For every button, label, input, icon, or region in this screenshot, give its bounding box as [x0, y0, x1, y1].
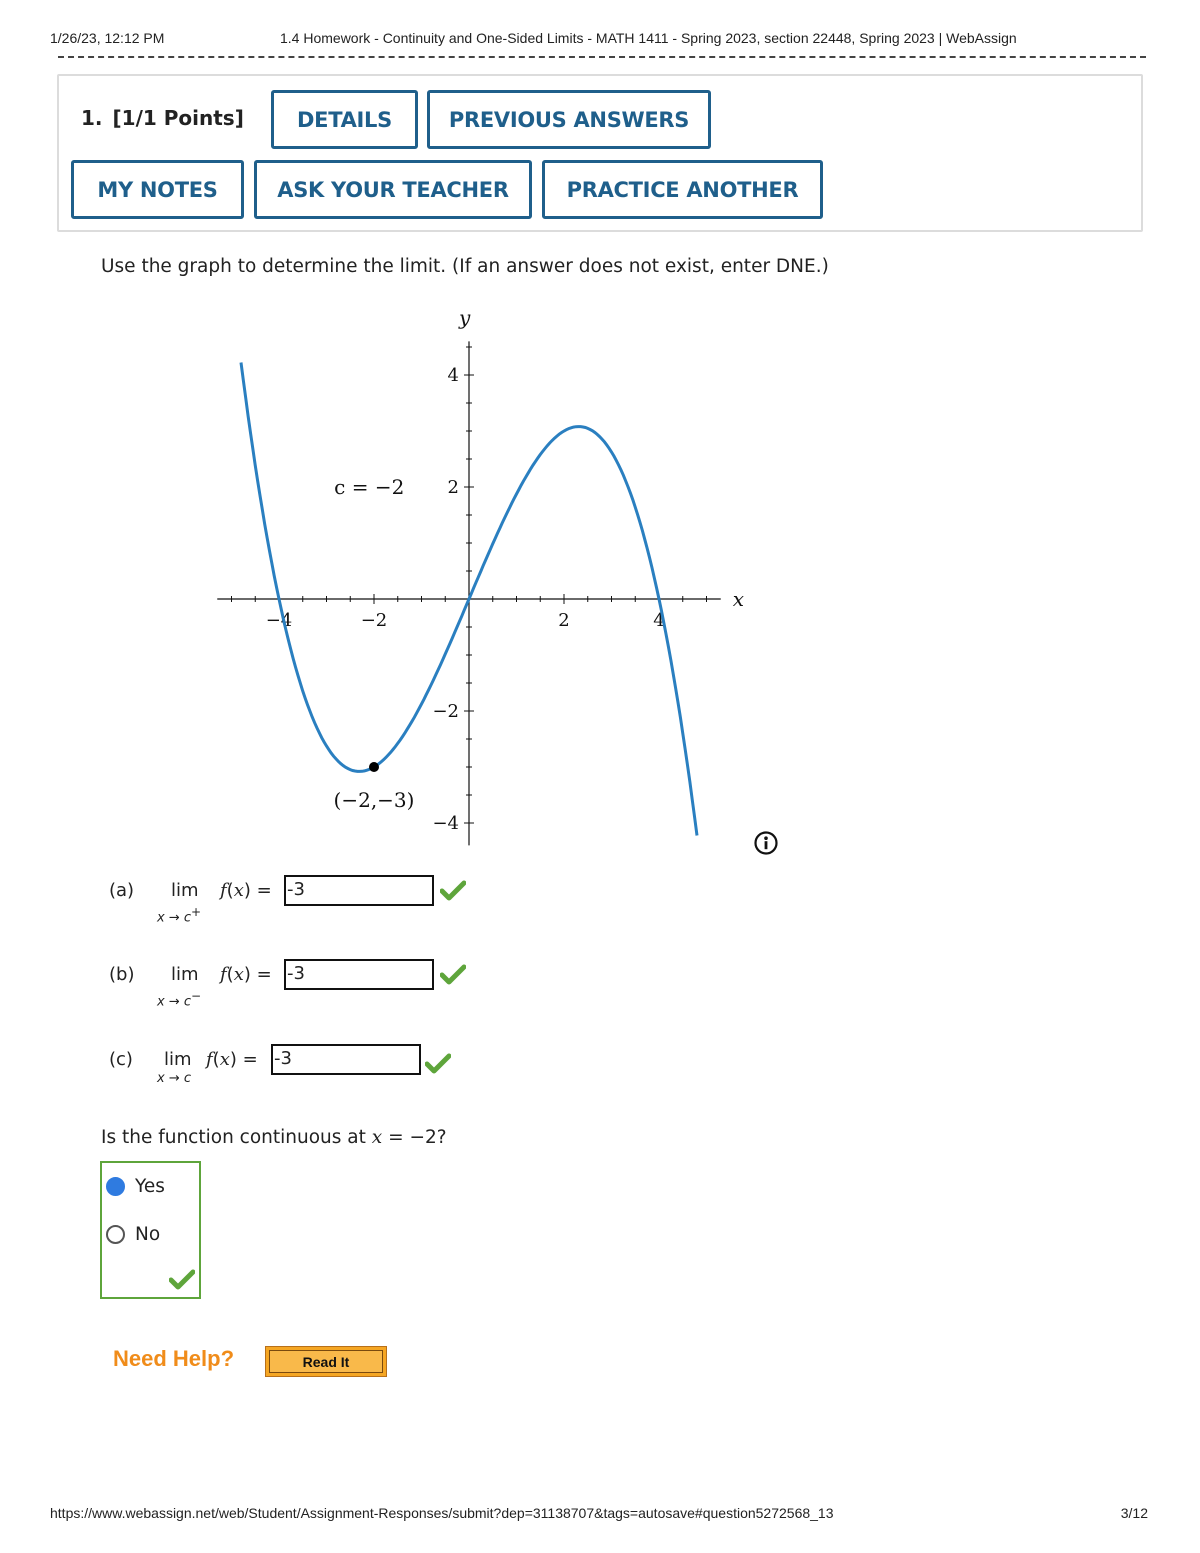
answer-b-input[interactable]: -3 — [284, 959, 434, 990]
option-no-label: No — [135, 1224, 161, 1245]
c-annotation: c = −2 — [334, 475, 405, 499]
y-tick-label: 4 — [447, 365, 459, 386]
func-f: f — [206, 1049, 213, 1070]
print-page-number: 3/12 — [1120, 1505, 1148, 1521]
equals-sign: = — [256, 964, 272, 985]
question-points: [1/1 Points] — [112, 106, 244, 130]
y-tick-label: −4 — [432, 813, 459, 834]
option-yes-label: Yes — [135, 1176, 165, 1197]
x-tick-label: −2 — [360, 610, 388, 631]
ask-your-teacher-button[interactable]: ASK YOUR TEACHER — [254, 160, 532, 219]
radio-unselected-icon[interactable] — [106, 1225, 125, 1244]
func-f: f — [220, 964, 227, 985]
info-icon[interactable] — [753, 830, 779, 856]
continuity-question — [101, 1127, 447, 1148]
print-title: 1.4 Homework - Continuity and One-Sided Limits - MATH 1411 - Spring 2023, section 22448, Spring 2023 | WebAssign — [280, 30, 1017, 46]
part-a-label: (a) — [109, 880, 135, 901]
part-c-label: (c) — [109, 1049, 133, 1070]
question-index: 1. — [81, 106, 103, 130]
lim-operator: lim — [171, 964, 199, 985]
y-tick-label: 2 — [447, 477, 459, 498]
y-axis-label: y — [459, 310, 471, 330]
print-url: https://www.webassign.net/web/Student/Assignment-Responses/submit?dep=31138707&tags=autosave#question5272568_13 — [50, 1505, 834, 1521]
question-number — [81, 106, 244, 130]
equals-sign: = — [256, 880, 272, 901]
x-tick-label: −4 — [265, 610, 293, 631]
lim-operator: lim — [164, 1049, 192, 1070]
graph-axes — [217, 341, 721, 845]
lim-subscript: x → c — [157, 994, 191, 1010]
func-x: x — [219, 1049, 230, 1070]
question-prompt: Use the graph to determine the limit. (If an answer does not exist, enter DNE.) — [101, 256, 829, 277]
check-icon — [169, 1269, 195, 1291]
option-yes[interactable] — [106, 1176, 165, 1197]
side-superscript: + — [191, 905, 202, 919]
part-b-label: (b) — [109, 964, 135, 985]
answer-choices — [100, 1161, 201, 1299]
point-label: (−2,−3) — [333, 788, 415, 812]
my-notes-button[interactable]: MY NOTES — [71, 160, 244, 219]
continuity-question-text: Is the function continuous at — [101, 1127, 366, 1148]
equals-sign: = — [242, 1049, 258, 1070]
answer-c-input[interactable]: -3 — [271, 1044, 421, 1075]
practice-another-button[interactable]: PRACTICE ANOTHER — [542, 160, 823, 219]
check-icon — [425, 1053, 451, 1075]
func-x: x — [233, 964, 244, 985]
check-icon — [440, 880, 466, 902]
part-c: (c) lim x → c f(x) = -3 — [109, 1049, 509, 1099]
side-superscript: − — [191, 989, 202, 1003]
lim-operator: lim — [171, 880, 199, 901]
details-button[interactable]: DETAILS — [271, 90, 418, 149]
check-icon — [440, 964, 466, 986]
func-x: x — [233, 880, 244, 901]
function-graph — [200, 310, 760, 850]
y-tick-label: −2 — [432, 701, 459, 722]
question-header — [57, 74, 1143, 232]
lim-subscript: x → c — [157, 1071, 191, 1086]
option-no[interactable] — [106, 1224, 160, 1245]
answer-a-input[interactable]: -3 — [284, 875, 434, 906]
dashed-divider — [58, 56, 1146, 58]
x-axis-label: x — [732, 587, 745, 611]
part-a: (a) lim x → c+ f(x) = -3 — [109, 880, 509, 930]
part-b: (b) lim x → c− f(x) = -3 — [109, 964, 509, 1014]
previous-answers-button[interactable]: PREVIOUS ANSWERS — [427, 90, 711, 149]
read-it-label: Read It — [269, 1350, 383, 1373]
func-f: f — [220, 880, 227, 901]
x-tick-label: 2 — [558, 610, 570, 631]
radio-selected-icon[interactable] — [106, 1177, 125, 1196]
marked-point — [369, 762, 379, 772]
read-it-button[interactable] — [265, 1346, 387, 1377]
need-help-label: Need Help? — [113, 1346, 235, 1371]
continuity-question-value: = −2? — [382, 1127, 447, 1148]
x-tick-label: 4 — [653, 610, 665, 631]
lim-subscript: x → c — [157, 910, 191, 926]
continuity-question-var: x — [371, 1127, 383, 1148]
print-datetime: 1/26/23, 12:12 PM — [50, 30, 165, 46]
